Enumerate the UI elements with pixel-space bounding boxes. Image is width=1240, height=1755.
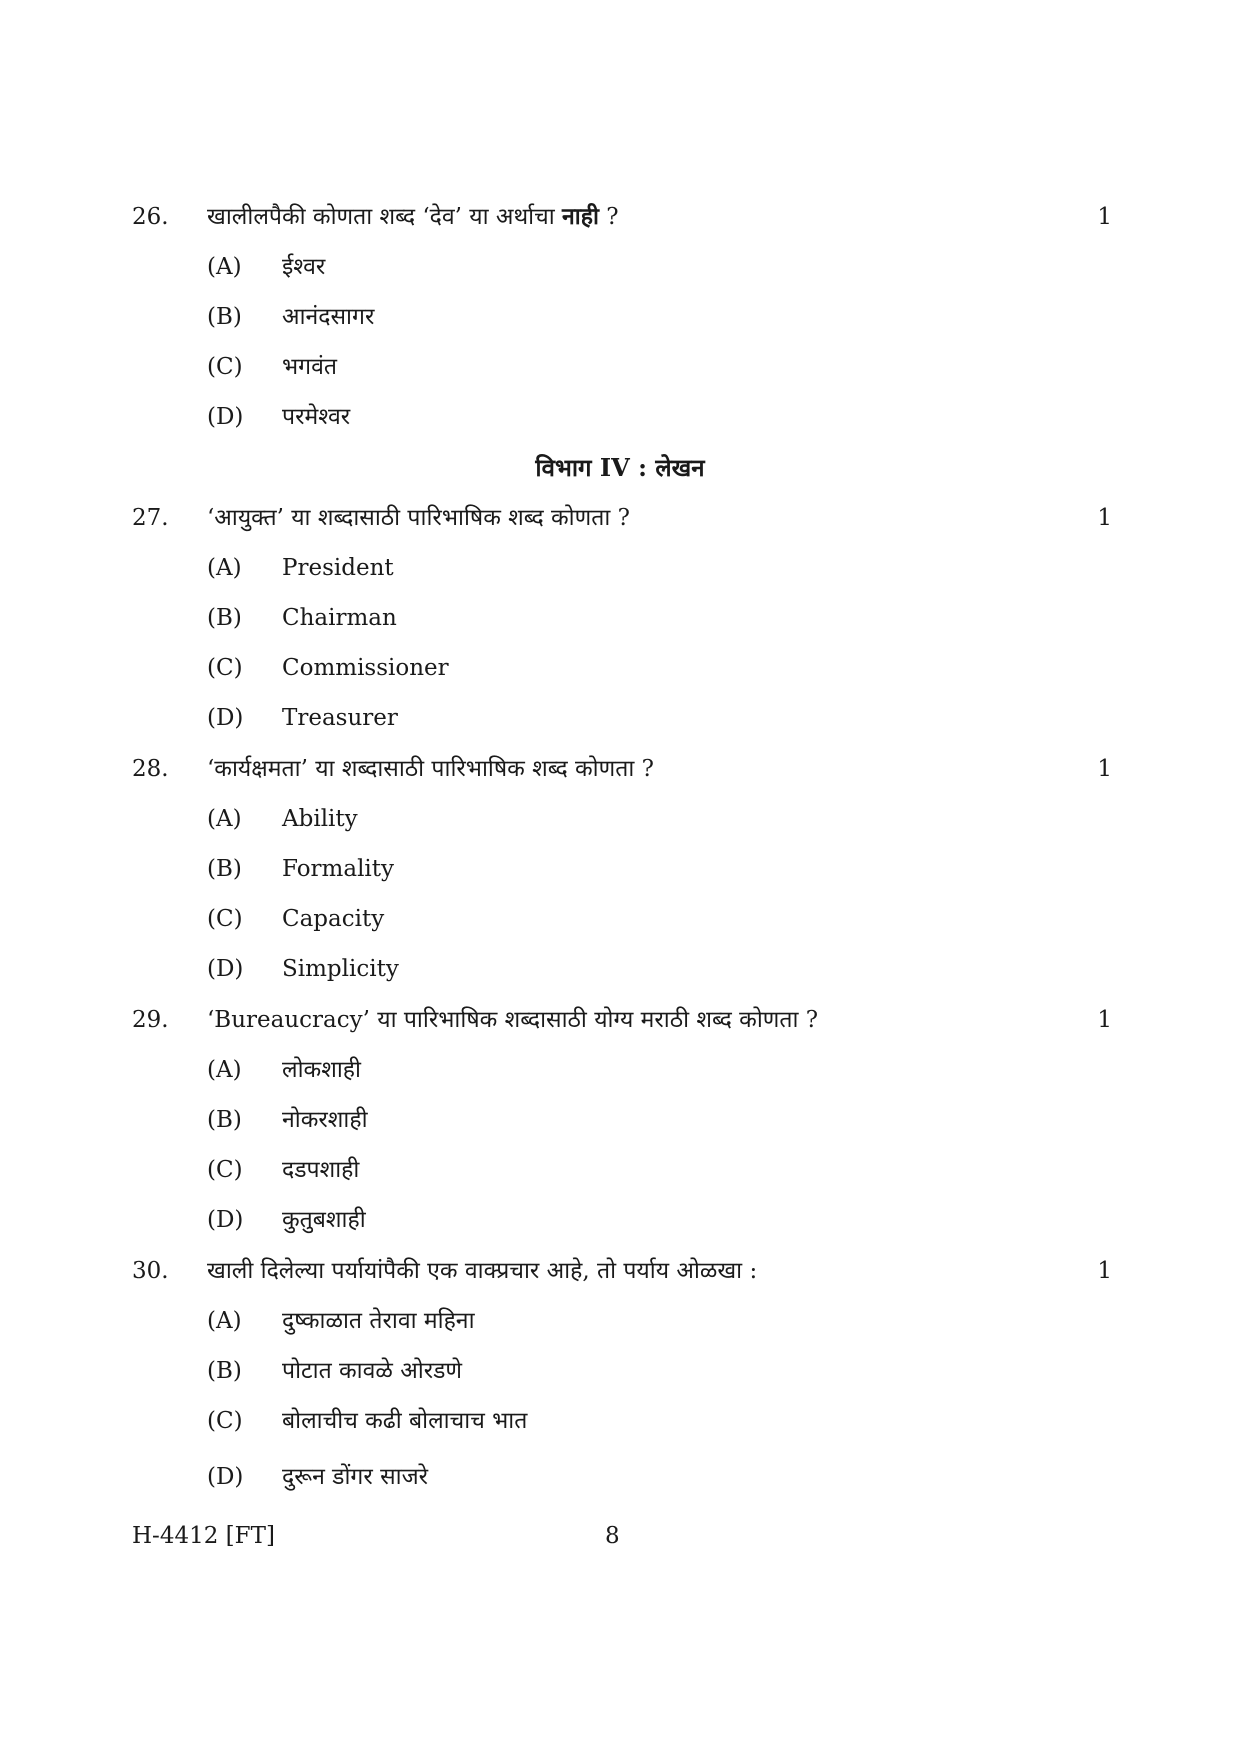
option-c <box>132 1150 1112 1200</box>
option-text: Treasurer <box>282 705 398 731</box>
question-marks: 1 <box>1097 1258 1112 1284</box>
option-text: पोटात कावळे ओरडणे <box>282 1358 463 1384</box>
option-d <box>132 397 1112 447</box>
question-marks: 1 <box>1097 204 1112 230</box>
option-d <box>132 1200 1112 1250</box>
option-text: Capacity <box>282 906 385 932</box>
option-text: बोलाचीच कढी बोलाचाच भात <box>282 1408 528 1434</box>
option-c <box>132 648 1112 698</box>
option-label: (B) <box>207 1107 242 1133</box>
question-row <box>132 1251 1112 1301</box>
option-label: (C) <box>207 354 243 380</box>
option-a <box>132 548 1112 598</box>
option-text: President <box>282 555 394 581</box>
option-label: (B) <box>207 304 242 330</box>
question-marks: 1 <box>1097 1007 1112 1033</box>
option-label: (C) <box>207 906 243 932</box>
question-row <box>132 197 1112 247</box>
question-row <box>132 1000 1112 1050</box>
option-label: (A) <box>207 806 242 832</box>
option-c <box>132 347 1112 397</box>
option-a <box>132 799 1112 849</box>
option-label: (B) <box>207 856 242 882</box>
option-label: (C) <box>207 655 243 681</box>
option-label: (A) <box>207 555 242 581</box>
option-c <box>132 899 1112 949</box>
option-text: Formality <box>282 856 395 882</box>
option-text: कुतुबशाही <box>282 1207 366 1233</box>
question-number: 28. <box>132 756 169 782</box>
option-label: (C) <box>207 1408 243 1434</box>
question-row <box>132 498 1112 548</box>
option-text: दुष्काळात तेरावा महिना <box>282 1308 475 1334</box>
option-d <box>132 949 1112 999</box>
option-a <box>132 1301 1112 1351</box>
question-27 <box>132 498 1112 748</box>
question-marks: 1 <box>1097 756 1112 782</box>
option-label: (B) <box>207 605 242 631</box>
option-text: नोकरशाही <box>282 1107 368 1133</box>
option-text: आनंदसागर <box>282 304 375 330</box>
emphasis-text: नाही <box>562 203 599 230</box>
option-label: (A) <box>207 1057 242 1083</box>
section-heading: विभाग IV : लेखन <box>535 453 705 482</box>
option-label: (A) <box>207 1308 242 1334</box>
question-text: खालीलपैकी कोणता शब्द ‘देव’ या अर्थाचा नाही ? <box>207 203 619 230</box>
question-number: 26. <box>132 204 169 230</box>
option-label: (B) <box>207 1358 242 1384</box>
option-text: Chairman <box>282 605 397 631</box>
option-b <box>132 297 1112 347</box>
question-text: ‘आयुक्त’ या शब्दासाठी पारिभाषिक शब्द कोणता ? <box>207 505 630 531</box>
question-text: खाली दिलेल्या पर्यायांपैकी एक वाक्प्रचार आहे, तो पर्याय ओळखा : <box>207 1258 758 1284</box>
option-label: (D) <box>207 404 244 430</box>
option-label: (A) <box>207 254 242 280</box>
option-label: (D) <box>207 1464 244 1490</box>
question-number: 27. <box>132 505 169 531</box>
option-b <box>132 1351 1112 1401</box>
option-text: लोकशाही <box>282 1057 361 1083</box>
question-26 <box>132 197 1112 447</box>
option-label: (D) <box>207 956 244 982</box>
paper-code: H-4412 [FT] <box>132 1523 275 1549</box>
option-text: ईश्वर <box>282 254 326 280</box>
option-b <box>132 849 1112 899</box>
option-text: Simplicity <box>282 956 399 982</box>
option-d <box>132 698 1112 748</box>
option-d <box>132 1457 1112 1507</box>
option-text: Ability <box>282 806 358 832</box>
option-text: भगवंत <box>282 354 338 380</box>
question-marks: 1 <box>1097 505 1112 531</box>
question-29 <box>132 1000 1112 1250</box>
option-text: दुरून डोंगर साजरे <box>282 1464 429 1490</box>
page-number: 8 <box>605 1523 620 1549</box>
option-a <box>132 247 1112 297</box>
question-28 <box>132 749 1112 999</box>
option-a <box>132 1050 1112 1100</box>
question-number: 30. <box>132 1258 169 1284</box>
option-label: (C) <box>207 1157 243 1183</box>
option-c <box>132 1401 1112 1451</box>
option-b <box>132 598 1112 648</box>
option-b <box>132 1100 1112 1150</box>
question-text: ‘कार्यक्षमता’ या शब्दासाठी पारिभाषिक शब्द कोणता ? <box>207 756 654 782</box>
option-text: दडपशाही <box>282 1157 360 1183</box>
question-number: 29. <box>132 1007 169 1033</box>
option-text: परमेश्वर <box>282 404 351 430</box>
question-30 <box>132 1251 1112 1507</box>
question-text: ‘Bureaucracy’ या पारिभाषिक शब्दासाठी योग्य मराठी शब्द कोणता ? <box>207 1007 819 1033</box>
question-row <box>132 749 1112 799</box>
option-label: (D) <box>207 1207 244 1233</box>
option-text: Commissioner <box>282 655 449 681</box>
option-label: (D) <box>207 705 244 731</box>
